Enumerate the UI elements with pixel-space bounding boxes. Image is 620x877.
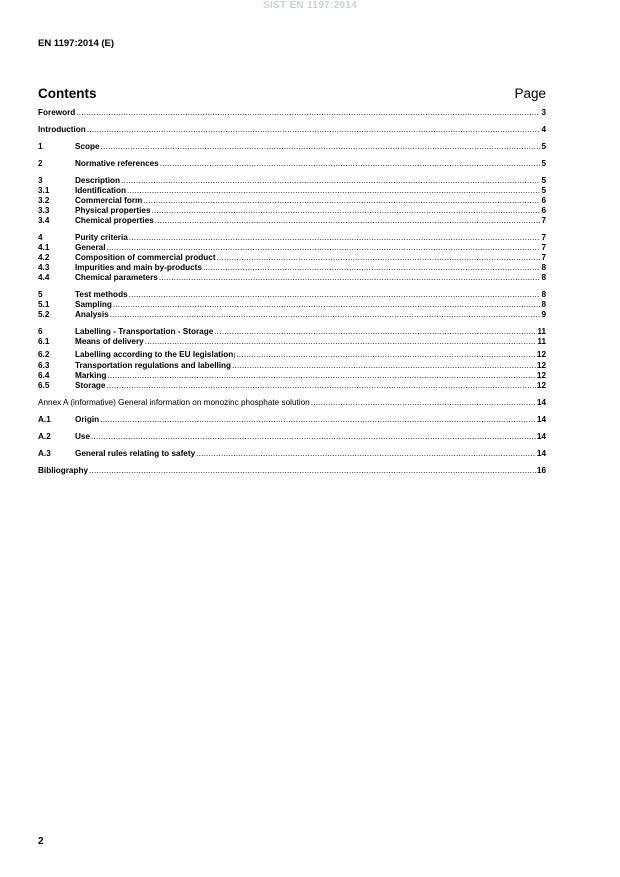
toc-entry-page: 4 [541, 125, 546, 134]
toc-entry-page: 7 [541, 253, 546, 262]
toc-entry-number: 4.3 [38, 263, 50, 272]
toc-entry-page: 12 [536, 361, 546, 370]
toc-entry-page: 3 [541, 108, 546, 117]
dot-leader [129, 233, 541, 243]
toc-entry-number: A.2 [38, 432, 51, 441]
toc-entry-number: 3.1 [38, 186, 50, 195]
toc-entry[interactable] [38, 233, 546, 243]
toc-entry-page: 6 [541, 196, 546, 205]
toc-entry-title: Identification [75, 186, 126, 195]
toc-entry-number: 5.2 [38, 310, 50, 319]
dot-leader [214, 327, 536, 337]
dot-leader [159, 273, 541, 283]
toc-entry-number: 5.1 [38, 300, 50, 309]
toc-entry-page: 8 [541, 290, 546, 299]
dot-leader [89, 466, 536, 476]
toc-entry-page: 8 [541, 263, 546, 272]
toc-entry-number: 6.1 [38, 337, 50, 346]
toc-entry[interactable] [38, 300, 546, 310]
toc-entry[interactable] [38, 337, 546, 347]
toc-entry-page: 14 [536, 398, 546, 407]
toc-entry-number: 4.4 [38, 273, 50, 282]
toc-entry-page: 7 [541, 243, 546, 252]
toc-entry-title: Test methods [75, 290, 128, 299]
toc-entry[interactable] [38, 361, 546, 371]
toc-entry-page: 12 [536, 371, 546, 380]
toc-entry[interactable] [38, 381, 546, 391]
toc-entry[interactable] [38, 398, 546, 408]
dot-leader [196, 449, 536, 459]
toc-entry[interactable] [38, 176, 546, 186]
toc-entry[interactable] [38, 108, 546, 118]
toc-entry-title: Transportation regulations and labelling [75, 361, 232, 370]
toc-entry[interactable] [38, 415, 546, 425]
toc-entry-title: Annex A (informative) General information on monozinc phosphate solution [38, 398, 310, 407]
toc-entry-number: A.3 [38, 449, 51, 458]
toc-entry[interactable] [38, 371, 546, 381]
dot-leader [143, 196, 540, 206]
toc-entry[interactable] [38, 159, 546, 169]
toc-entry-title: Normative references [75, 159, 159, 168]
toc-entry-title: Description [75, 176, 121, 185]
toc-entry-title: Origin [75, 415, 100, 424]
toc-entry-title: General [75, 243, 106, 252]
toc-entry-page: 11 [537, 337, 546, 346]
toc-entry[interactable] [38, 125, 546, 135]
toc-entry-page: 12 [536, 381, 546, 390]
toc-entry-number: 2 [38, 159, 43, 168]
toc-entry[interactable] [38, 310, 546, 320]
dot-leader [91, 432, 536, 442]
toc-entry-title: Foreword [38, 108, 76, 117]
dot-leader [100, 415, 536, 425]
toc-entry[interactable] [38, 243, 546, 253]
toc-entry[interactable] [38, 142, 546, 152]
toc-entry-title: Scope [75, 142, 100, 151]
toc-entry-title: Bibliography [38, 466, 89, 475]
dot-leader [107, 243, 541, 253]
dot-leader [127, 186, 540, 196]
toc-entry-title: Composition of commercial product [75, 253, 216, 262]
page-number: 2 [38, 836, 44, 847]
toc-entry[interactable] [38, 449, 546, 459]
toc-entry-page: 16 [536, 466, 546, 475]
dot-leader [129, 290, 541, 300]
dot-leader [311, 398, 536, 408]
toc-entry-number: 6.5 [38, 381, 50, 390]
toc-entry-title: Purity criteria [75, 233, 128, 242]
toc-entry-page: 6 [541, 206, 546, 215]
dot-leader [152, 206, 541, 216]
toc-entry[interactable] [38, 273, 546, 283]
dot-leader [121, 176, 540, 186]
toc-entry-title: Storage [75, 381, 106, 390]
toc-entry-number: 1 [38, 142, 43, 151]
toc-entry-number: 3 [38, 176, 43, 185]
dot-leader [87, 125, 541, 135]
dot-leader [217, 253, 541, 263]
toc-entry[interactable] [38, 206, 546, 216]
contents-heading [38, 86, 546, 104]
dot-leader [107, 371, 535, 381]
toc-entry-title: Use [75, 432, 91, 441]
toc-entry-page: 14 [536, 432, 546, 441]
toc-entry-title: Labelling according to the EU legislation [75, 350, 234, 359]
toc-entry-page: 11 [537, 327, 546, 336]
toc-entry-page: 12 [536, 350, 546, 359]
toc-entry-title: Commercial form [75, 196, 143, 205]
toc-entry-number: 6.2 [38, 350, 50, 359]
toc-entry[interactable] [38, 327, 546, 337]
toc-entry-number: 4.1 [38, 243, 50, 252]
toc-entry-title: Chemical properties [75, 216, 154, 225]
toc-entry-page: 9 [541, 310, 546, 319]
toc-entry-number: 3.3 [38, 206, 50, 215]
toc-entry-page: 8 [541, 300, 546, 309]
dot-leader [113, 300, 541, 310]
toc-entry-number: 6.4 [38, 371, 50, 380]
toc-entry-title: Introduction [38, 125, 86, 134]
toc-entry-title: Physical properties [75, 206, 151, 215]
dot-leader [203, 263, 541, 273]
toc-entry-title: Marking [75, 371, 107, 380]
toc-entry-footnote-mark: ) [233, 353, 236, 359]
dot-leader [236, 350, 536, 360]
toc-entry-page: 5 [541, 142, 546, 151]
toc-entry-number: 3.2 [38, 196, 50, 205]
toc-entry[interactable] [38, 196, 546, 206]
page-column-label: Page [514, 86, 546, 101]
toc-entry-number: 5 [38, 290, 43, 299]
toc-entry[interactable] [38, 263, 546, 273]
table-of-contents [38, 108, 546, 476]
toc-entry-page: 5 [541, 186, 546, 195]
toc-entry-title: Sampling [75, 300, 112, 309]
toc-entry-title: Means of delivery [75, 337, 144, 346]
toc-entry-page: 8 [541, 273, 546, 282]
toc-entry-page: 14 [536, 449, 546, 458]
toc-entry[interactable] [38, 186, 546, 196]
toc-entry-title: Analysis [75, 310, 109, 319]
toc-entry-page: 7 [541, 233, 546, 242]
toc-entry-page: 14 [536, 415, 546, 424]
toc-entry-title: Labelling - Transportation - Storage [75, 327, 214, 336]
toc-entry-title: General rules relating to safety [75, 449, 196, 458]
dot-leader [101, 142, 541, 152]
toc-entry-number: 6 [38, 327, 43, 336]
toc-entry[interactable] [38, 432, 546, 442]
dot-leader [232, 361, 536, 371]
contents-title: Contents [38, 86, 97, 101]
toc-entry-title: Impurities and main by-products [75, 263, 202, 272]
dot-leader [106, 381, 535, 391]
toc-entry-number: 6.3 [38, 361, 50, 370]
watermark: SIST EN 1197:2014 [262, 0, 358, 11]
toc-entry-number: 4.2 [38, 253, 50, 262]
dot-leader [145, 337, 537, 347]
toc-entry-number: 3.4 [38, 216, 50, 225]
toc-entry-title: Chemical parameters [75, 273, 158, 282]
dot-leader [110, 310, 541, 320]
toc-entry[interactable] [38, 350, 546, 361]
toc-entry-number: 4 [38, 233, 43, 242]
toc-entry-page: 5 [541, 176, 546, 185]
toc-entry[interactable] [38, 216, 546, 226]
dot-leader [76, 108, 540, 118]
dot-leader [155, 216, 541, 226]
toc-entry[interactable] [38, 466, 546, 476]
toc-entry-page: 7 [541, 216, 546, 225]
toc-entry[interactable] [38, 290, 546, 300]
toc-entry-page: 5 [541, 159, 546, 168]
document-id: EN 1197:2014 (E) [38, 38, 115, 49]
dot-leader [160, 159, 541, 169]
toc-entry[interactable] [38, 253, 546, 263]
toc-entry-number: A.1 [38, 415, 51, 424]
